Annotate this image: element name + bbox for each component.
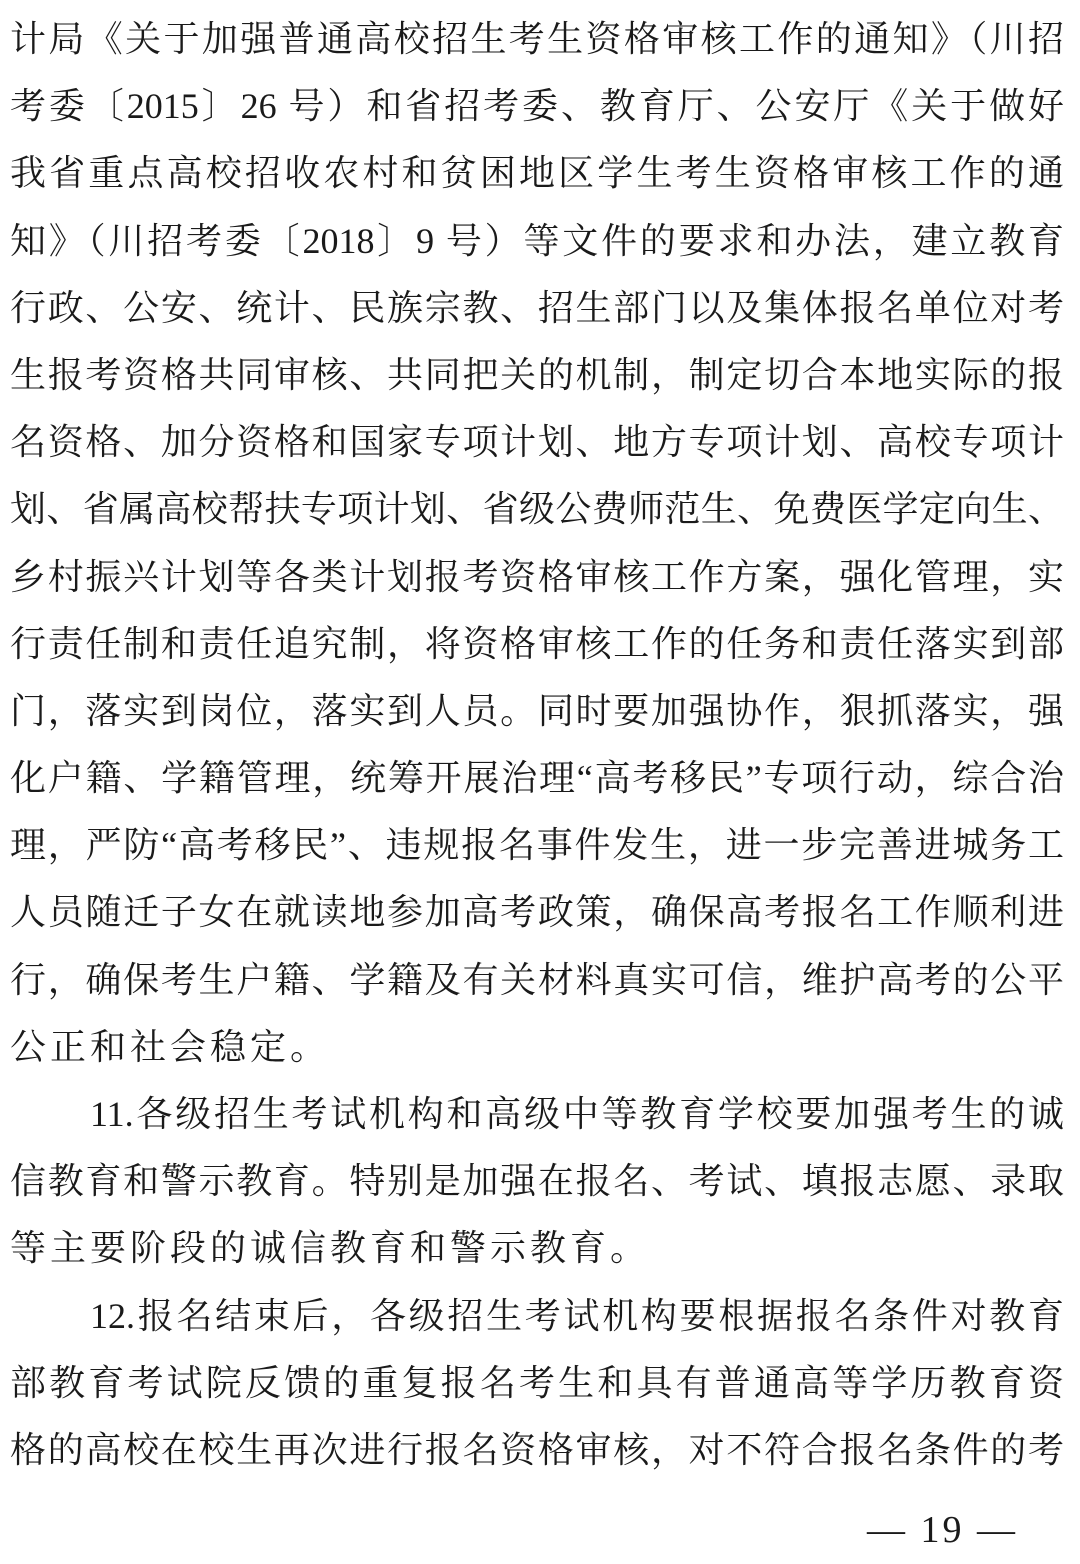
text-line: 化户籍、学籍管理，统筹开展治理“高考移民”专项行动，综合治 xyxy=(10,758,1064,799)
text-line: 行政、公安、统计、民族宗教、招生部门以及集体报名单位对考 xyxy=(10,287,1064,328)
text-line: 考委〔2015〕26 号）和省招考委、教育厅、公安厅《关于做好 xyxy=(10,86,1064,127)
text-line: 行责任制和责任追究制，将资格审核工作的任务和责任落实到部 xyxy=(10,623,1064,664)
page-number: — 19 — xyxy=(867,1509,1018,1551)
document-text-block xyxy=(10,6,1064,1484)
text-line-item-11-start: 11.各级招生考试机构和高级中等教育学校要加强考生的诚 xyxy=(90,1094,1064,1134)
text-line: 部教育考试院反馈的重复报名考生和具有普通高等学历教育资 xyxy=(10,1362,1064,1403)
text-line-item-12-start: 12.报名结束后，各级招生考试机构要根据报名条件对教育 xyxy=(90,1295,1064,1336)
text-line: 格的高校在校生再次进行报名资格审核，对不符合报名条件的考 xyxy=(10,1429,1064,1470)
text-line: 名资格、加分资格和国家专项计划、地方专项计划、高校专项计 xyxy=(10,422,1064,463)
text-line: 门，落实到岗位，落实到人员。同时要加强协作，狠抓落实，强 xyxy=(10,690,1064,731)
text-line: 信教育和警示教育。特别是加强在报名、考试、填报志愿、录取 xyxy=(10,1161,1064,1202)
text-line: 生报考资格共同审核、共同把关的机制，制定切合本地实际的报 xyxy=(10,354,1064,395)
text-line-paragraph-end: 公正和社会稳定。 xyxy=(10,1026,331,1067)
text-line: 行，确保考生户籍、学籍及有关材料真实可信，维护高考的公平 xyxy=(10,959,1064,1000)
text-line: 我省重点高校招收农村和贫困地区学生考生资格审核工作的通 xyxy=(10,153,1064,194)
text-line: 人员随迁子女在就读地参加高考政策，确保高考报名工作顺利进 xyxy=(10,892,1064,933)
text-line-paragraph-end: 等主要阶段的诚信教育和警示教育。 xyxy=(10,1228,651,1269)
text-line: 知》（川招考委〔2018〕9 号）等文件的要求和办法，建立教育 xyxy=(10,220,1064,261)
text-line: 乡村振兴计划等各类计划报考资格审核工作方案，强化管理，实 xyxy=(10,556,1064,597)
text-line: 划、省属高校帮扶专项计划、省级公费师范生、免费医学定向生、 xyxy=(10,489,1064,530)
text-line: 理，严防“高考移民”、违规报名事件发生，进一步完善进城务工 xyxy=(10,825,1064,866)
text-line: 计局《关于加强普通高校招生考生资格审核工作的通知》（川招 xyxy=(10,19,1064,59)
